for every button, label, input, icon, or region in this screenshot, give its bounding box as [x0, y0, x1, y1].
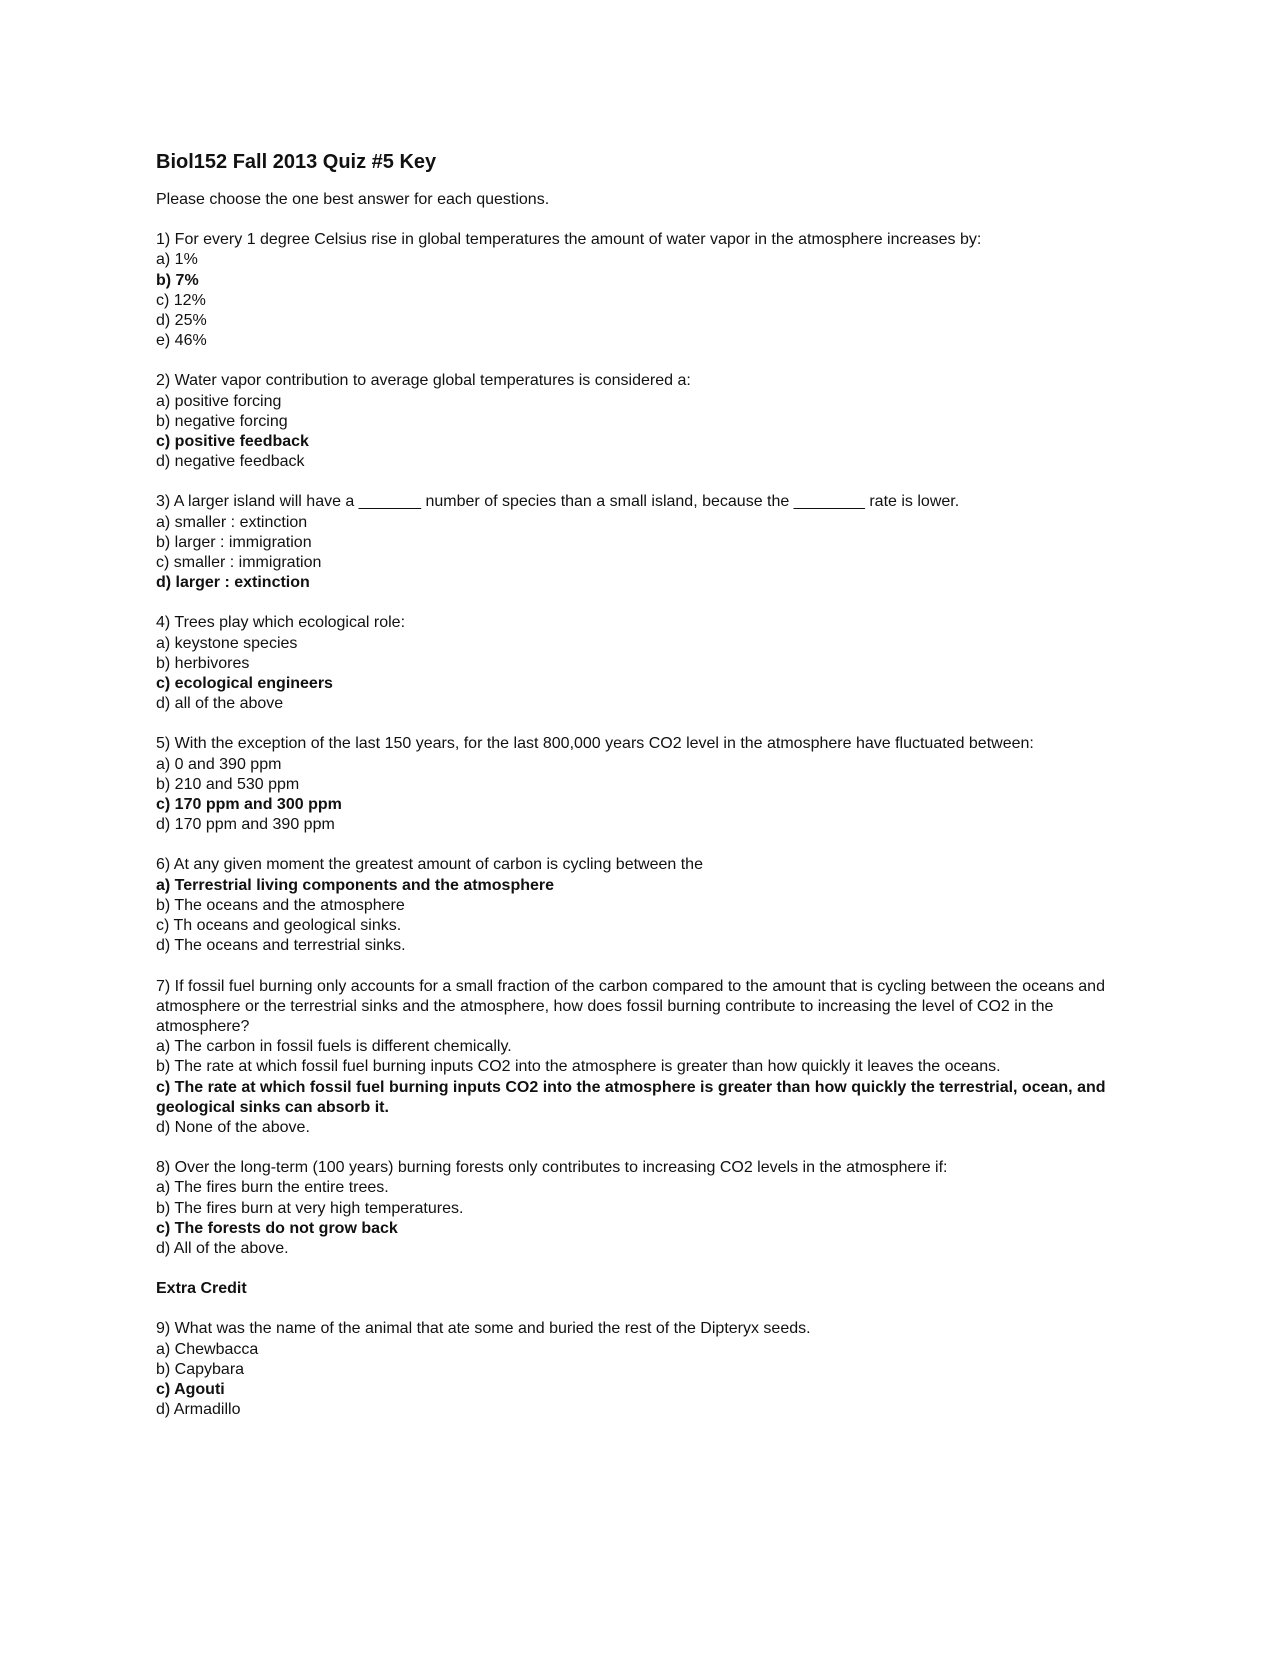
- answer-option: a) positive forcing: [156, 392, 282, 410]
- answer-option: d) negative feedback: [156, 453, 305, 471]
- extra-credit-heading: Extra Credit: [156, 1280, 247, 1298]
- instructions: Please choose the one best answer for each questions.: [156, 191, 550, 208]
- answer-option: d) 25%: [156, 312, 207, 330]
- answer-option: b) larger : immigration: [156, 533, 312, 551]
- answer-option: b) herbivores: [156, 654, 250, 672]
- answer-option: a) 0 and 390 ppm: [156, 755, 282, 773]
- question-text: 5) With the exception of the last 150 years, for the last 800,000 years CO2 level in the atmosphere have fluctuated between:: [156, 735, 1034, 753]
- question-3: [156, 492, 1136, 593]
- answer-option: b) The rate at which fossil fuel burning inputs CO2 into the atmosphere is greater than how quickly it leaves the oceans.: [156, 1058, 1001, 1076]
- correct-answer-option: c) Agouti: [156, 1380, 225, 1398]
- question-text: 6) At any given moment the greatest amount of carbon is cycling between the: [156, 856, 703, 874]
- answer-option: d) all of the above: [156, 695, 284, 713]
- answer-option: b) negative forcing: [156, 412, 288, 430]
- question-text: 8) Over the long-term (100 years) burning forests only contributes to increasing CO2 levels in the atmosphere if:: [156, 1159, 948, 1177]
- question-9: [156, 1319, 1136, 1420]
- question-1: [156, 230, 1136, 351]
- correct-answer-option: b) 7%: [156, 271, 199, 289]
- answer-option: a) The carbon in fossil fuels is different chemically.: [156, 1038, 512, 1056]
- question-text: 4) Trees play which ecological role:: [156, 614, 406, 632]
- question-8: [156, 1158, 1136, 1259]
- question-text: 1) For every 1 degree Celsius rise in global temperatures the amount of water vapor in the atmosphere increases by:: [156, 231, 982, 249]
- question-text: 3) A larger island will have a _______ number of species than a small island, because the ________ rate is lower.: [156, 493, 960, 511]
- answer-option: c) smaller : immigration: [156, 554, 322, 572]
- question-7: [156, 977, 1136, 1139]
- question-text: 2) Water vapor contribution to average global temperatures is considered a:: [156, 372, 691, 390]
- correct-answer-option: a) Terrestrial living components and the atmosphere: [156, 876, 555, 894]
- correct-answer-option: c) The forests do not grow back: [156, 1219, 398, 1237]
- answer-option: b) Capybara: [156, 1360, 245, 1378]
- correct-answer-option: c) 170 ppm and 300 ppm: [156, 796, 342, 814]
- correct-answer-option: c) The rate at which fossil fuel burning inputs CO2 into the atmosphere is greater than how quickly the terrestrial, ocean, and geological sinks can absorb it.: [156, 1078, 1110, 1116]
- answer-option: c) Th oceans and geological sinks.: [156, 917, 402, 935]
- correct-answer-option: d) larger : extinction: [156, 574, 310, 592]
- answer-option: b) The oceans and the atmosphere: [156, 896, 405, 914]
- answer-option: a) smaller : extinction: [156, 513, 308, 531]
- answer-option: e) 46%: [156, 332, 207, 350]
- question-5: [156, 734, 1136, 835]
- answer-option: d) None of the above.: [156, 1118, 310, 1136]
- question-4: [156, 613, 1136, 714]
- answer-option: a) 1%: [156, 251, 198, 269]
- answer-option: b) 210 and 530 ppm: [156, 775, 300, 793]
- quiz-page: [156, 150, 1136, 1420]
- answer-option: c) 12%: [156, 291, 206, 309]
- answer-option: a) The fires burn the entire trees.: [156, 1179, 389, 1197]
- page-title: Biol152 Fall 2013 Quiz #5 Key: [156, 151, 437, 173]
- answer-option: a) Chewbacca: [156, 1340, 259, 1358]
- answer-option: a) keystone species: [156, 634, 298, 652]
- question-2: [156, 371, 1136, 472]
- answer-option: d) Armadillo: [156, 1401, 241, 1419]
- question-text: 7) If fossil fuel burning only accounts for a small fraction of the carbon compared to the amount that is cycling between the oceans and atmosphere or the terrestrial sinks and the atmosphere, how does fossil burning contribute to increasing the level of CO2 in the atmosphere?: [156, 977, 1110, 1035]
- correct-answer-option: c) ecological engineers: [156, 675, 333, 693]
- question-text: 9) What was the name of the animal that ate some and buried the rest of the Dipteryx seeds.: [156, 1320, 811, 1338]
- answer-option: d) All of the above.: [156, 1239, 289, 1257]
- question-6: [156, 855, 1136, 956]
- answer-option: b) The fires burn at very high temperatures.: [156, 1199, 464, 1217]
- answer-option: d) The oceans and terrestrial sinks.: [156, 937, 406, 955]
- correct-answer-option: c) positive feedback: [156, 433, 309, 451]
- answer-option: d) 170 ppm and 390 ppm: [156, 816, 335, 834]
